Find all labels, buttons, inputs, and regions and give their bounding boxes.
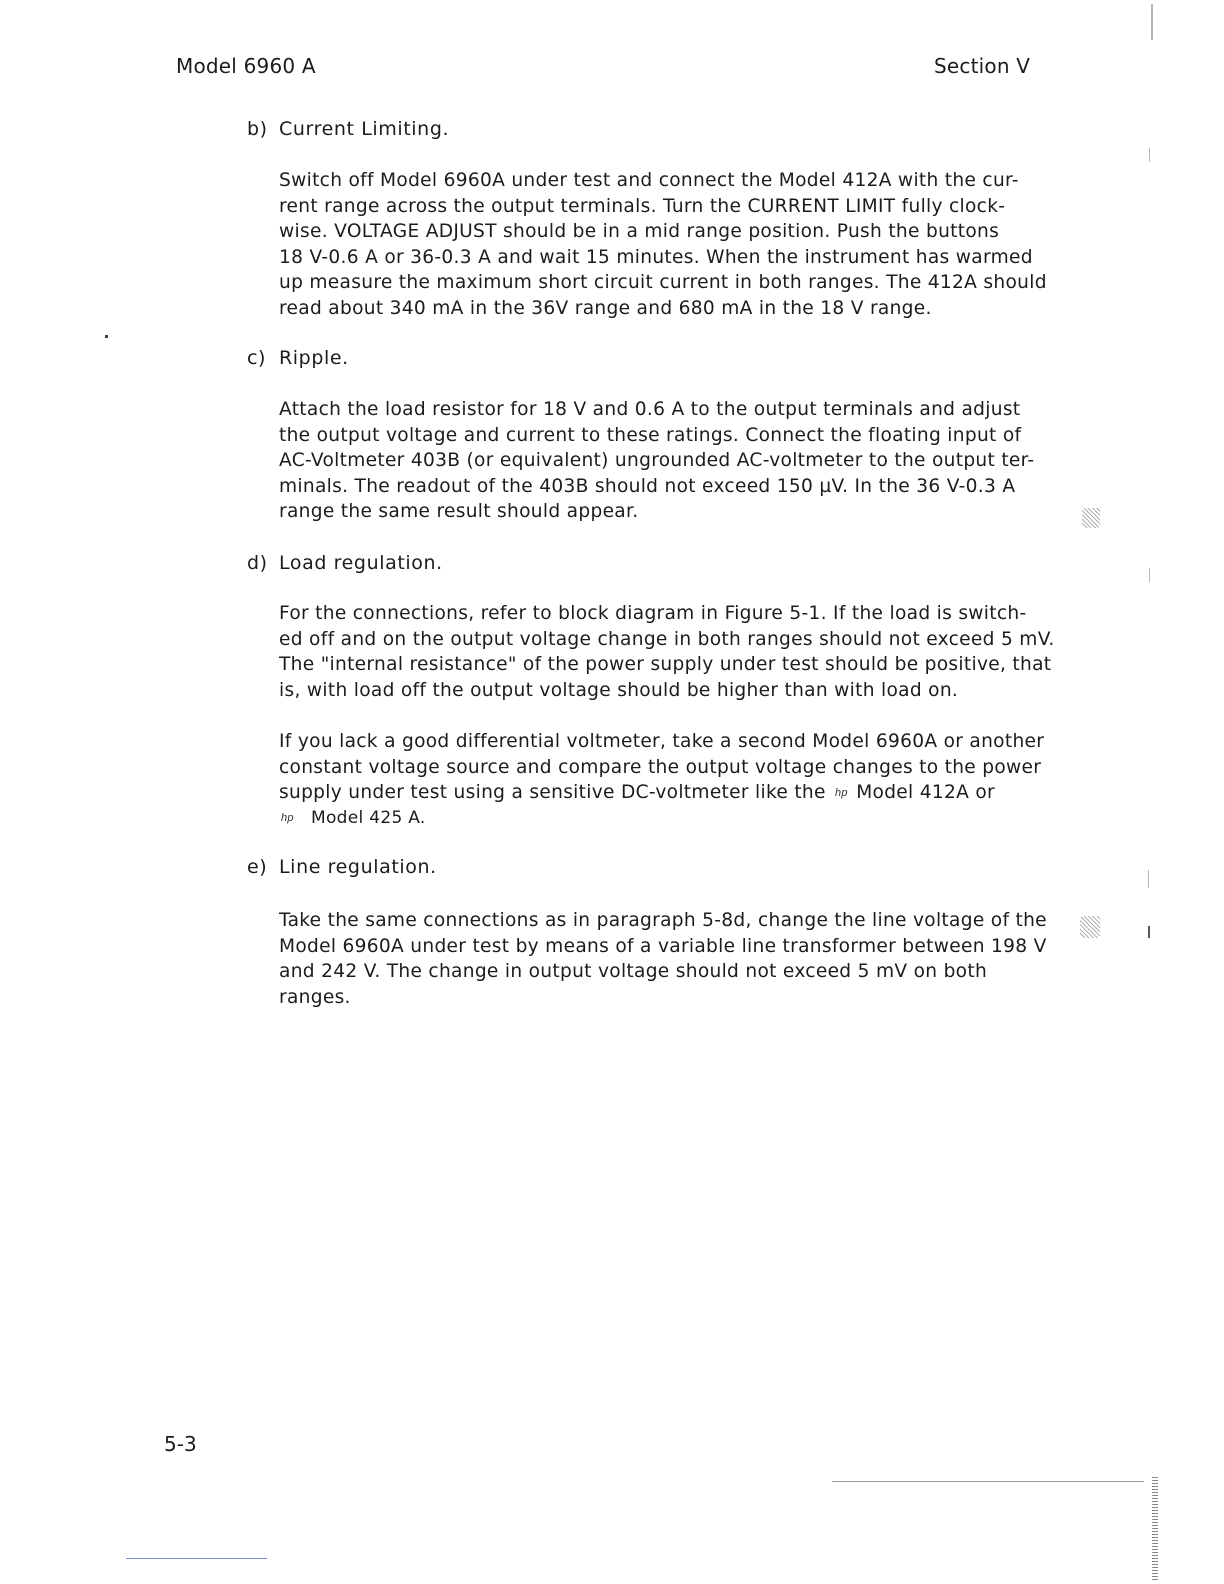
scan-dot [105,335,108,338]
text-line: is, with load off the output voltage should be higher than with load on. [279,679,959,701]
section-title: Current Limiting. [279,118,450,140]
text-line: Attach the load resistor for 18 V and 0.6 A to the output terminals and adjust [279,399,1021,420]
text-line: Take the same connections as in paragraph 5-8d, change the line voltage of the [279,910,1047,931]
section-letter: d) [247,552,268,574]
text-line: 18 V-0.6 A or 36-0.3 A and wait 15 minutes. When the instrument has warmed [279,246,1033,268]
text-line: read about 340 mA in the 36V range and 680 mA in the 18 V range. [279,297,932,319]
section-c-heading [247,347,349,369]
text-line: Switch off Model 6960A under test and connect the Model 412A with the cur- [279,170,1019,191]
section-letter: c) [247,347,267,369]
section-title: Load regulation. [279,552,443,574]
header-section: Section V [934,54,1031,78]
section-letter: b) [247,118,268,140]
text-fragment: supply under test using a sensitive DC-voltmeter like the [279,782,826,804]
text-line: and 242 V. The change in output voltage should not exceed 5 mV on both [279,961,988,983]
section-c-paragraph [279,397,1059,525]
section-e-paragraph [279,908,1059,1010]
text-fragment: Model 425 A. [311,807,426,828]
text-line: up measure the maximum short circuit current in both ranges. The 412A should [279,272,1047,294]
edge-mark [1148,926,1150,938]
text-line: range the same result should appear. [279,501,639,523]
text-line: AC-Voltmeter 403B (or equivalent) ungrounded AC-voltmeter to the output ter- [279,450,1035,472]
section-d-paragraph-2 [279,729,1059,831]
section-title: Ripple. [279,347,349,369]
edge-mark [1149,568,1150,582]
text-line: For the connections, refer to block diagram in Figure 5-1. If the load is switch- [279,603,1027,624]
text-line-with-logo [279,806,1059,832]
scan-smudge [1082,508,1100,528]
text-line-with-logo [279,780,1059,806]
text-line: If you lack a good differential voltmeter, take a second Model 6960A or another [279,731,1045,752]
edge-mark [1152,1476,1158,1580]
section-d-heading [247,552,443,574]
text-line: wise. VOLTAGE ADJUST should be in a mid range position. Push the buttons [279,221,1000,243]
text-line: Model 6960A under test by means of a variable line transformer between 198 V [279,935,1047,957]
section-title: Line regulation. [279,856,437,878]
text-line: ranges. [279,986,351,1008]
page-number: 5-3 [164,1432,197,1456]
section-b-paragraph [279,168,1059,322]
scan-smudge [1080,916,1100,938]
edge-mark [1149,148,1150,162]
header-model: Model 6960 A [176,54,316,78]
section-d-paragraph-1 [279,601,1059,703]
section-e-heading [247,856,437,878]
text-line: constant voltage source and compare the output voltage changes to the power [279,756,1042,778]
edge-mark [1148,870,1149,888]
text-line: The "internal resistance" of the power supply under test should be positive, that [279,654,1052,676]
text-line: the output voltage and current to these ratings. Connect the floating input of [279,424,1022,446]
text-fragment: Model 412A or [856,782,995,804]
section-b-heading [247,118,449,140]
svg-text:hp: hp [834,787,848,800]
text-line: rent range across the output terminals. Turn the CURRENT LIMIT fully clock- [279,195,1006,217]
edge-mark [1151,4,1153,40]
hp-logo-icon [832,783,850,801]
hp-logo-icon [279,808,297,826]
text-line: minals. The readout of the 403B should not exceed 150 µV. In the 36 V-0.3 A [279,475,1016,497]
svg-text:hp: hp [281,811,294,824]
text-line: ed off and on the output voltage change in both ranges should not exceed 5 mV. [279,628,1055,650]
scan-rule [832,1481,1144,1482]
section-letter: e) [247,856,268,878]
scan-rule-blue [126,1558,267,1559]
